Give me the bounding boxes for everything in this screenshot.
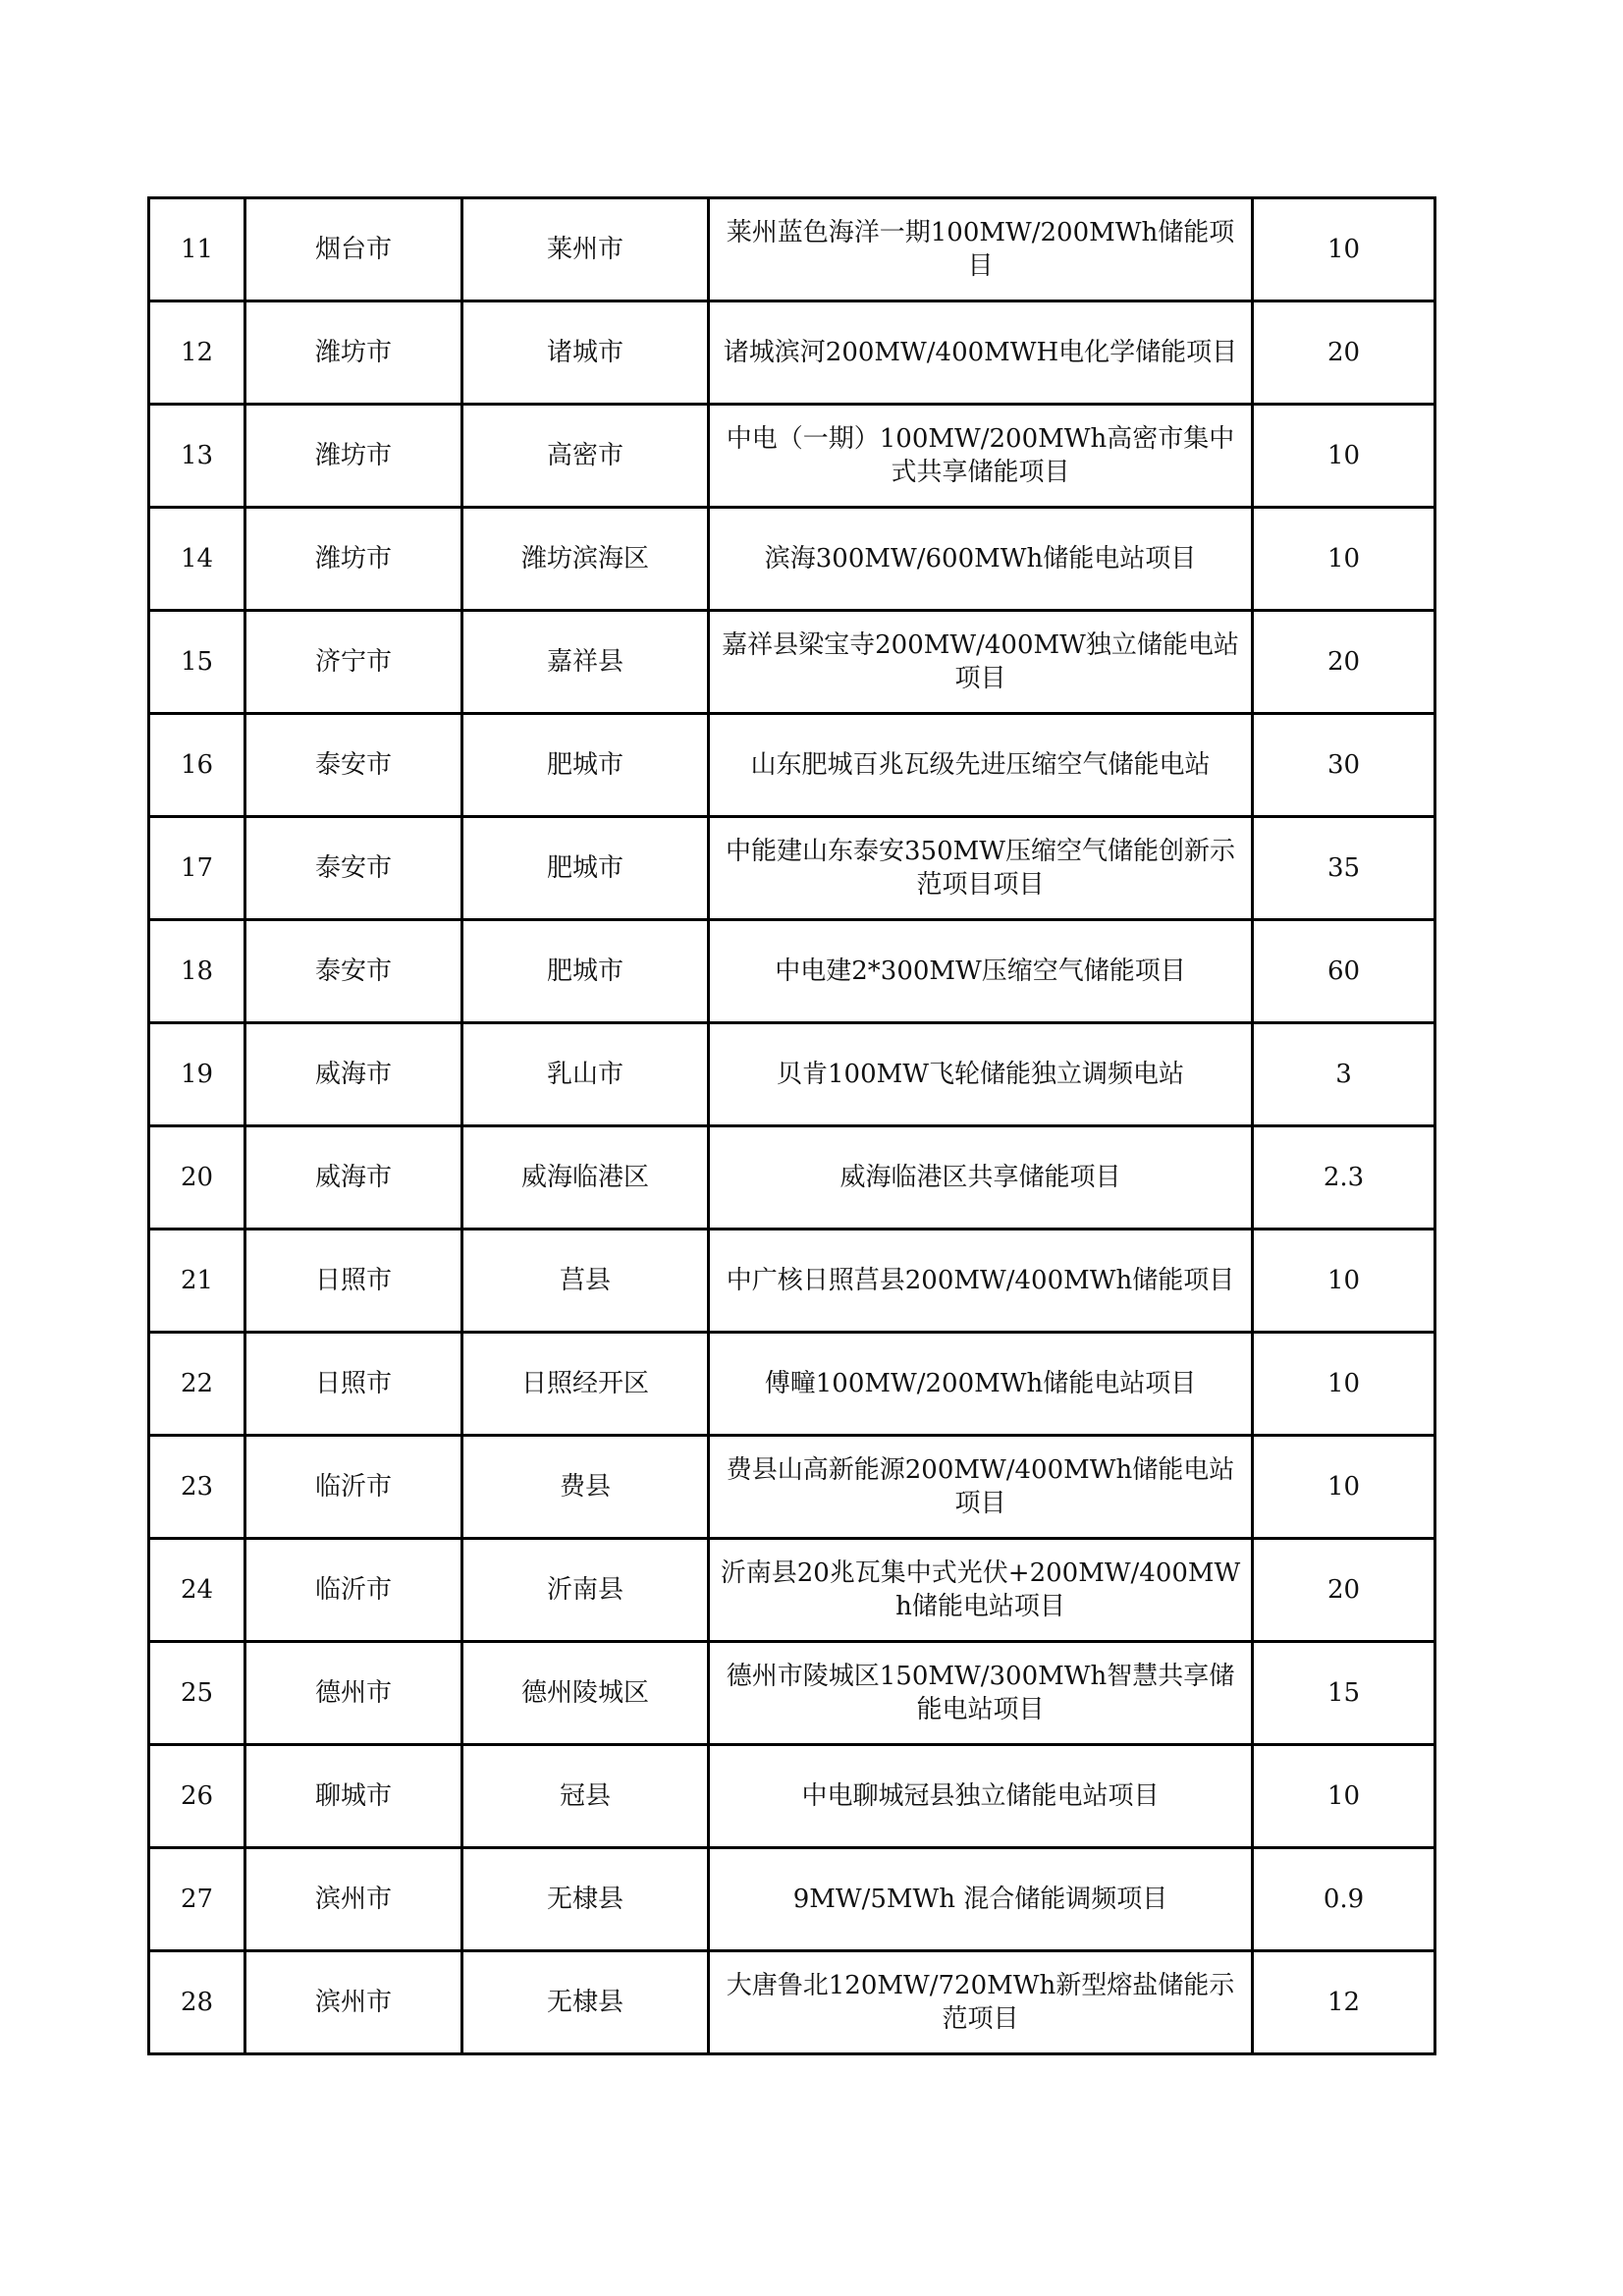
city-cell: 滨州市	[245, 1951, 462, 2054]
row-number: 17	[149, 817, 245, 920]
project-name-cell: 莱州蓝色海洋一期100MW/200MWh储能项目	[709, 198, 1253, 301]
capacity-cell: 2.3	[1253, 1126, 1435, 1230]
capacity-cell: 10	[1253, 1436, 1435, 1539]
project-name-cell: 傅疃100MW/200MWh储能电站项目	[709, 1333, 1253, 1436]
row-number: 23	[149, 1436, 245, 1539]
county-cell: 嘉祥县	[462, 611, 709, 714]
row-number: 25	[149, 1642, 245, 1745]
row-number: 24	[149, 1539, 245, 1642]
county-cell: 德州陵城区	[462, 1642, 709, 1745]
county-cell: 无棣县	[462, 1848, 709, 1951]
project-name-cell: 中电（一期）100MW/200MWh高密市集中式共享储能项目	[709, 405, 1253, 508]
city-cell: 泰安市	[245, 714, 462, 817]
row-number: 19	[149, 1023, 245, 1126]
capacity-cell: 10	[1253, 405, 1435, 508]
row-number: 27	[149, 1848, 245, 1951]
city-cell: 烟台市	[245, 198, 462, 301]
table-row	[149, 198, 1435, 301]
project-name-cell: 嘉祥县梁宝寺200MW/400MW独立储能电站项目	[709, 611, 1253, 714]
city-cell: 潍坊市	[245, 405, 462, 508]
county-cell: 威海临港区	[462, 1126, 709, 1230]
county-cell: 费县	[462, 1436, 709, 1539]
table-row	[149, 1539, 1435, 1642]
project-name-cell: 中能建山东泰安350MW压缩空气储能创新示范项目项目	[709, 817, 1253, 920]
table-row	[149, 1745, 1435, 1848]
county-cell: 肥城市	[462, 714, 709, 817]
capacity-cell: 10	[1253, 1333, 1435, 1436]
capacity-cell: 60	[1253, 920, 1435, 1023]
table-row	[149, 508, 1435, 611]
project-name-cell: 费县山高新能源200MW/400MWh储能电站项目	[709, 1436, 1253, 1539]
table-row	[149, 920, 1435, 1023]
city-cell: 滨州市	[245, 1848, 462, 1951]
table-row	[149, 1848, 1435, 1951]
city-cell: 济宁市	[245, 611, 462, 714]
row-number: 18	[149, 920, 245, 1023]
table-row	[149, 1333, 1435, 1436]
county-cell: 诸城市	[462, 301, 709, 405]
county-cell: 莒县	[462, 1230, 709, 1333]
project-name-cell: 德州市陵城区150MW/300MWh智慧共享储能电站项目	[709, 1642, 1253, 1745]
city-cell: 潍坊市	[245, 301, 462, 405]
capacity-cell: 20	[1253, 1539, 1435, 1642]
table-row	[149, 1023, 1435, 1126]
project-name-cell: 中广核日照莒县200MW/400MWh储能项目	[709, 1230, 1253, 1333]
table-row	[149, 405, 1435, 508]
row-number: 21	[149, 1230, 245, 1333]
county-cell: 沂南县	[462, 1539, 709, 1642]
capacity-cell: 20	[1253, 301, 1435, 405]
project-name-cell: 9MW/5MWh 混合储能调频项目	[709, 1848, 1253, 1951]
capacity-cell: 3	[1253, 1023, 1435, 1126]
county-cell: 莱州市	[462, 198, 709, 301]
table-row	[149, 301, 1435, 405]
project-name-cell: 威海临港区共享储能项目	[709, 1126, 1253, 1230]
city-cell: 聊城市	[245, 1745, 462, 1848]
city-cell: 日照市	[245, 1230, 462, 1333]
city-cell: 潍坊市	[245, 508, 462, 611]
row-number: 22	[149, 1333, 245, 1436]
city-cell: 日照市	[245, 1333, 462, 1436]
project-name-cell: 贝肯100MW飞轮储能独立调频电站	[709, 1023, 1253, 1126]
capacity-cell: 35	[1253, 817, 1435, 920]
row-number: 28	[149, 1951, 245, 2054]
project-name-cell: 大唐鲁北120MW/720MWh新型熔盐储能示范项目	[709, 1951, 1253, 2054]
county-cell: 日照经开区	[462, 1333, 709, 1436]
row-number: 11	[149, 198, 245, 301]
row-number: 15	[149, 611, 245, 714]
table-row	[149, 1436, 1435, 1539]
county-cell: 肥城市	[462, 920, 709, 1023]
capacity-cell: 10	[1253, 198, 1435, 301]
city-cell: 临沂市	[245, 1436, 462, 1539]
county-cell: 乳山市	[462, 1023, 709, 1126]
table-row	[149, 1951, 1435, 2054]
project-name-cell: 沂南县20兆瓦集中式光伏+200MW/400MWh储能电站项目	[709, 1539, 1253, 1642]
county-cell: 高密市	[462, 405, 709, 508]
row-number: 13	[149, 405, 245, 508]
row-number: 16	[149, 714, 245, 817]
row-number: 14	[149, 508, 245, 611]
capacity-cell: 30	[1253, 714, 1435, 817]
city-cell: 威海市	[245, 1126, 462, 1230]
row-number: 20	[149, 1126, 245, 1230]
row-number: 12	[149, 301, 245, 405]
county-cell: 冠县	[462, 1745, 709, 1848]
city-cell: 德州市	[245, 1642, 462, 1745]
project-name-cell: 山东肥城百兆瓦级先进压缩空气储能电站	[709, 714, 1253, 817]
city-cell: 泰安市	[245, 817, 462, 920]
capacity-cell: 20	[1253, 611, 1435, 714]
city-cell: 泰安市	[245, 920, 462, 1023]
project-table	[147, 196, 1436, 2055]
project-name-cell: 滨海300MW/600MWh储能电站项目	[709, 508, 1253, 611]
city-cell: 威海市	[245, 1023, 462, 1126]
table-row	[149, 1126, 1435, 1230]
county-cell: 肥城市	[462, 817, 709, 920]
table-body	[149, 198, 1435, 2054]
table-row	[149, 1642, 1435, 1745]
project-name-cell: 诸城滨河200MW/400MWH电化学储能项目	[709, 301, 1253, 405]
table-row	[149, 817, 1435, 920]
county-cell: 潍坊滨海区	[462, 508, 709, 611]
table-row	[149, 1230, 1435, 1333]
capacity-cell: 12	[1253, 1951, 1435, 2054]
project-name-cell: 中电建2*300MW压缩空气储能项目	[709, 920, 1253, 1023]
table-row	[149, 714, 1435, 817]
row-number: 26	[149, 1745, 245, 1848]
city-cell: 临沂市	[245, 1539, 462, 1642]
capacity-cell: 15	[1253, 1642, 1435, 1745]
project-name-cell: 中电聊城冠县独立储能电站项目	[709, 1745, 1253, 1848]
table-row	[149, 611, 1435, 714]
capacity-cell: 10	[1253, 508, 1435, 611]
capacity-cell: 10	[1253, 1745, 1435, 1848]
county-cell: 无棣县	[462, 1951, 709, 2054]
capacity-cell: 10	[1253, 1230, 1435, 1333]
capacity-cell: 0.9	[1253, 1848, 1435, 1951]
